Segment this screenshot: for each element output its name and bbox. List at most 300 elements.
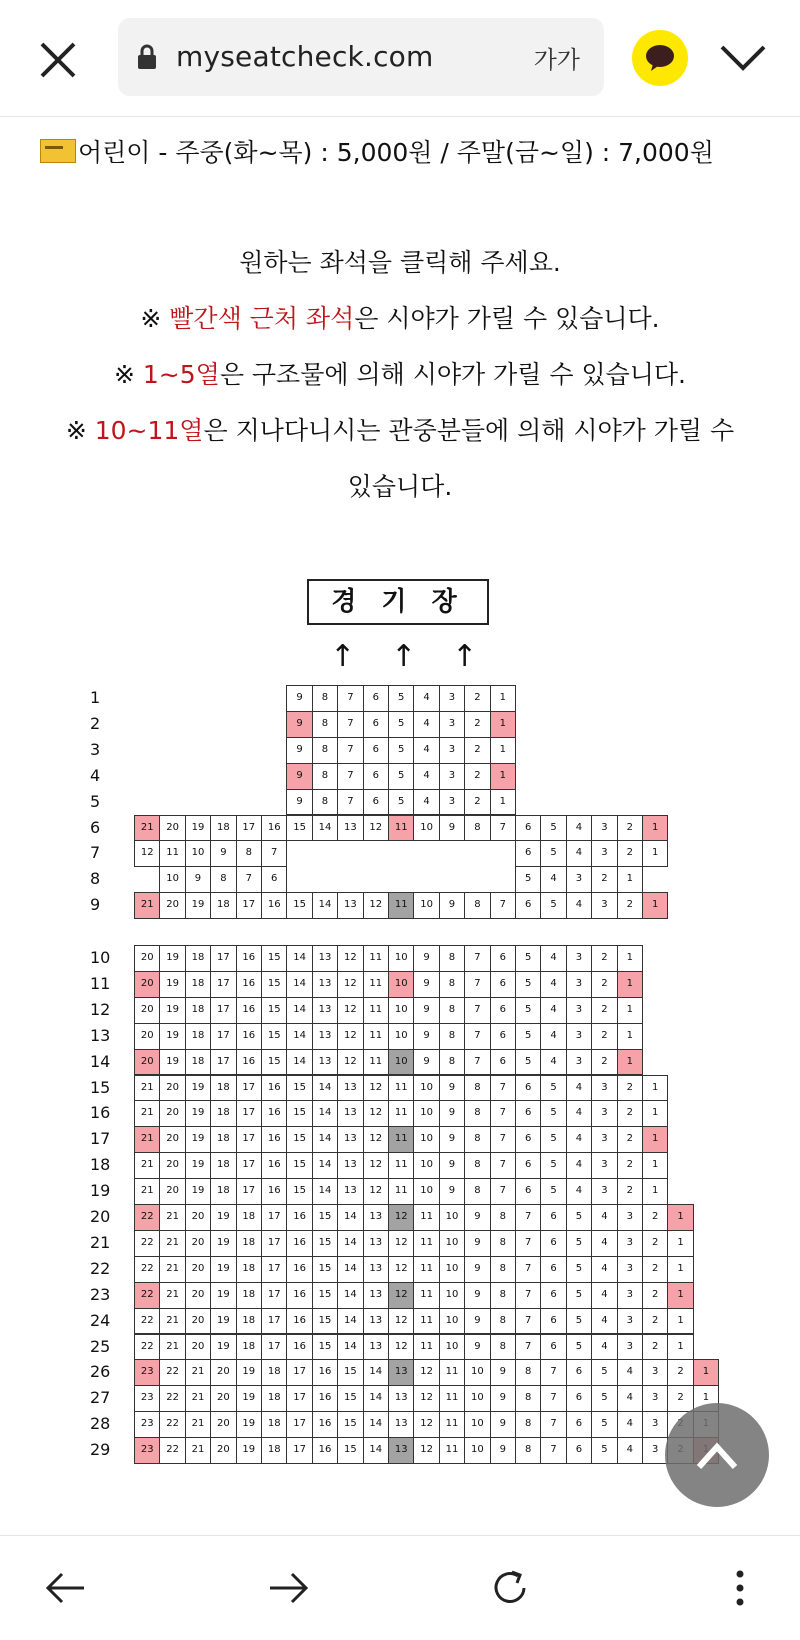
seat[interactable]: 3 — [439, 763, 465, 790]
seat[interactable]: 7 — [337, 711, 363, 738]
seat[interactable]: 9 — [490, 1385, 516, 1412]
seat[interactable]: 7 — [515, 1256, 541, 1283]
seat[interactable]: 13 — [337, 815, 363, 842]
seat[interactable]: 2 — [642, 1230, 668, 1257]
seat[interactable]: 2 — [642, 1204, 668, 1231]
seat[interactable]: 15 — [337, 1359, 363, 1386]
scroll-top-button[interactable] — [665, 1403, 769, 1507]
seat[interactable]: 1 — [490, 789, 516, 816]
seat[interactable]: 20 — [210, 1437, 236, 1464]
seat[interactable]: 1 — [667, 1230, 693, 1257]
seat[interactable]: 18 — [236, 1204, 262, 1231]
seat[interactable]: 15 — [312, 1256, 338, 1283]
seat[interactable]: 9 — [439, 892, 465, 919]
seat[interactable]: 19 — [236, 1359, 262, 1386]
seat[interactable]: 8 — [439, 945, 465, 972]
seat[interactable]: 17 — [236, 1100, 262, 1127]
seat[interactable]: 3 — [591, 815, 617, 842]
seat[interactable]: 2 — [642, 1334, 668, 1361]
seat[interactable]: 22 — [134, 1334, 160, 1361]
seat[interactable]: 19 — [159, 997, 185, 1024]
seat[interactable]: 11 — [388, 1100, 414, 1127]
seat[interactable]: 8 — [515, 1385, 541, 1412]
seat[interactable]: 7 — [261, 840, 287, 867]
seat[interactable]: 14 — [286, 1049, 312, 1076]
seat[interactable]: 15 — [286, 1126, 312, 1153]
seat[interactable]: 21 — [134, 1178, 160, 1205]
seat[interactable]: 1 — [617, 971, 643, 998]
seat[interactable]: 18 — [185, 1023, 211, 1050]
seat[interactable]: 2 — [642, 1282, 668, 1309]
seat[interactable]: 10 — [413, 892, 439, 919]
seat[interactable]: 4 — [540, 866, 566, 893]
seat[interactable]: 14 — [337, 1282, 363, 1309]
seat[interactable]: 20 — [210, 1385, 236, 1412]
seat[interactable]: 22 — [134, 1308, 160, 1335]
seat[interactable]: 2 — [617, 840, 643, 867]
seat[interactable]: 16 — [312, 1385, 338, 1412]
seat[interactable]: 6 — [540, 1204, 566, 1231]
chevron-down-icon[interactable] — [718, 42, 768, 74]
seat[interactable]: 7 — [236, 866, 262, 893]
seat[interactable]: 21 — [159, 1282, 185, 1309]
seat[interactable]: 7 — [490, 1126, 516, 1153]
seat[interactable]: 16 — [236, 997, 262, 1024]
seat[interactable]: 8 — [490, 1256, 516, 1283]
seat[interactable]: 16 — [261, 1178, 287, 1205]
seat[interactable]: 13 — [312, 945, 338, 972]
seat[interactable]: 3 — [566, 945, 592, 972]
seat[interactable]: 6 — [515, 1152, 541, 1179]
seat[interactable]: 7 — [515, 1204, 541, 1231]
seat[interactable]: 18 — [261, 1359, 287, 1386]
seat[interactable]: 12 — [363, 1178, 389, 1205]
seat[interactable]: 7 — [490, 892, 516, 919]
seat[interactable]: 21 — [134, 1126, 160, 1153]
seat[interactable]: 1 — [667, 1256, 693, 1283]
seat[interactable]: 15 — [312, 1230, 338, 1257]
seat[interactable]: 11 — [388, 892, 414, 919]
seat[interactable]: 3 — [617, 1230, 643, 1257]
seat[interactable]: 16 — [312, 1411, 338, 1438]
seat[interactable]: 18 — [236, 1230, 262, 1257]
seat[interactable]: 20 — [134, 997, 160, 1024]
seat[interactable]: 18 — [261, 1385, 287, 1412]
seat[interactable]: 9 — [464, 1256, 490, 1283]
seat[interactable]: 12 — [413, 1411, 439, 1438]
seat[interactable]: 2 — [464, 685, 490, 712]
seat[interactable]: 2 — [464, 763, 490, 790]
seat[interactable]: 4 — [591, 1256, 617, 1283]
seat[interactable]: 9 — [413, 1023, 439, 1050]
seat[interactable]: 20 — [159, 1075, 185, 1102]
seat[interactable]: 10 — [464, 1437, 490, 1464]
seat[interactable]: 10 — [159, 866, 185, 893]
seat[interactable]: 8 — [490, 1334, 516, 1361]
seat[interactable]: 21 — [134, 1152, 160, 1179]
seat[interactable]: 10 — [388, 945, 414, 972]
seat[interactable]: 12 — [413, 1385, 439, 1412]
seat[interactable]: 10 — [439, 1256, 465, 1283]
seat[interactable]: 5 — [388, 789, 414, 816]
seat[interactable]: 14 — [312, 1178, 338, 1205]
seat[interactable]: 2 — [464, 711, 490, 738]
seat[interactable]: 4 — [540, 971, 566, 998]
seat[interactable]: 11 — [388, 1126, 414, 1153]
seat[interactable]: 2 — [617, 1178, 643, 1205]
seat[interactable]: 6 — [540, 1308, 566, 1335]
seat[interactable]: 21 — [185, 1411, 211, 1438]
seat[interactable]: 16 — [236, 945, 262, 972]
seat[interactable]: 20 — [210, 1359, 236, 1386]
seat[interactable]: 13 — [388, 1359, 414, 1386]
seat[interactable]: 10 — [464, 1359, 490, 1386]
seat[interactable]: 3 — [642, 1359, 668, 1386]
seat[interactable]: 3 — [617, 1308, 643, 1335]
seat[interactable]: 13 — [337, 1126, 363, 1153]
seat[interactable]: 7 — [515, 1230, 541, 1257]
seat[interactable]: 6 — [515, 1178, 541, 1205]
seat[interactable]: 21 — [159, 1230, 185, 1257]
seat[interactable]: 4 — [591, 1230, 617, 1257]
seat[interactable]: 4 — [413, 685, 439, 712]
seat[interactable]: 4 — [617, 1411, 643, 1438]
seat[interactable]: 17 — [210, 997, 236, 1024]
seat[interactable]: 22 — [159, 1385, 185, 1412]
seat[interactable]: 9 — [464, 1334, 490, 1361]
seat[interactable]: 4 — [540, 1049, 566, 1076]
seat[interactable]: 19 — [159, 971, 185, 998]
seat[interactable]: 8 — [515, 1437, 541, 1464]
seat[interactable]: 11 — [413, 1282, 439, 1309]
seat[interactable]: 3 — [566, 1049, 592, 1076]
seat[interactable]: 10 — [388, 971, 414, 998]
seat[interactable]: 3 — [439, 685, 465, 712]
seat[interactable]: 20 — [185, 1230, 211, 1257]
seat[interactable]: 18 — [210, 1100, 236, 1127]
seat[interactable]: 2 — [591, 971, 617, 998]
seat[interactable]: 3 — [591, 1178, 617, 1205]
seat[interactable]: 16 — [312, 1359, 338, 1386]
seat[interactable]: 12 — [337, 1023, 363, 1050]
seat[interactable]: 6 — [363, 763, 389, 790]
seat[interactable]: 13 — [363, 1256, 389, 1283]
seat[interactable]: 21 — [134, 892, 160, 919]
seat[interactable]: 5 — [515, 997, 541, 1024]
seat[interactable]: 17 — [286, 1385, 312, 1412]
seat[interactable]: 7 — [464, 1049, 490, 1076]
seat[interactable]: 6 — [515, 1100, 541, 1127]
seat[interactable]: 3 — [591, 1152, 617, 1179]
seat[interactable]: 11 — [388, 1075, 414, 1102]
seat[interactable]: 7 — [337, 763, 363, 790]
seat[interactable]: 7 — [540, 1359, 566, 1386]
seat[interactable]: 12 — [363, 1100, 389, 1127]
seat[interactable]: 3 — [617, 1256, 643, 1283]
seat[interactable]: 16 — [261, 815, 287, 842]
seat[interactable]: 18 — [210, 1178, 236, 1205]
seat[interactable]: 8 — [312, 711, 338, 738]
seat[interactable]: 1 — [490, 763, 516, 790]
forward-arrow-icon[interactable] — [266, 1566, 310, 1610]
seat[interactable]: 1 — [642, 1178, 668, 1205]
seat[interactable]: 22 — [159, 1359, 185, 1386]
seat[interactable]: 14 — [312, 815, 338, 842]
seat[interactable]: 13 — [363, 1308, 389, 1335]
seat[interactable]: 6 — [540, 1230, 566, 1257]
seat[interactable]: 3 — [566, 1023, 592, 1050]
seat[interactable]: 5 — [566, 1256, 592, 1283]
seat[interactable]: 8 — [439, 1049, 465, 1076]
seat[interactable]: 3 — [566, 971, 592, 998]
seat[interactable]: 1 — [642, 1100, 668, 1127]
seat[interactable]: 4 — [540, 945, 566, 972]
seat[interactable]: 1 — [693, 1359, 719, 1386]
seat[interactable]: 19 — [185, 1126, 211, 1153]
seat[interactable]: 15 — [286, 815, 312, 842]
seat[interactable]: 18 — [236, 1334, 262, 1361]
seat[interactable]: 3 — [591, 892, 617, 919]
seat[interactable]: 21 — [185, 1359, 211, 1386]
seat[interactable]: 15 — [312, 1308, 338, 1335]
seat[interactable]: 14 — [337, 1256, 363, 1283]
seat[interactable]: 2 — [667, 1385, 693, 1412]
seat[interactable]: 9 — [439, 1075, 465, 1102]
seat[interactable]: 15 — [337, 1385, 363, 1412]
seat[interactable]: 7 — [464, 945, 490, 972]
seat[interactable]: 8 — [464, 1126, 490, 1153]
seat[interactable]: 4 — [566, 1178, 592, 1205]
seat[interactable]: 3 — [566, 866, 592, 893]
seat[interactable]: 15 — [286, 892, 312, 919]
seat[interactable]: 21 — [185, 1385, 211, 1412]
seat[interactable]: 6 — [515, 1075, 541, 1102]
seat[interactable]: 1 — [642, 1152, 668, 1179]
seat[interactable]: 12 — [337, 971, 363, 998]
seat[interactable]: 5 — [591, 1359, 617, 1386]
seat[interactable]: 8 — [490, 1230, 516, 1257]
seat[interactable]: 6 — [515, 815, 541, 842]
seat[interactable]: 5 — [388, 737, 414, 764]
seat[interactable]: 15 — [286, 1075, 312, 1102]
seat[interactable]: 1 — [617, 945, 643, 972]
seat[interactable]: 8 — [490, 1204, 516, 1231]
seat[interactable]: 13 — [388, 1411, 414, 1438]
seat[interactable]: 4 — [413, 737, 439, 764]
seat[interactable]: 1 — [642, 840, 668, 867]
seat[interactable]: 1 — [642, 815, 668, 842]
seat[interactable]: 1 — [490, 711, 516, 738]
seat[interactable]: 9 — [490, 1437, 516, 1464]
seat[interactable]: 2 — [591, 1049, 617, 1076]
seat[interactable]: 22 — [159, 1437, 185, 1464]
seat[interactable]: 5 — [591, 1411, 617, 1438]
seat[interactable]: 16 — [261, 1126, 287, 1153]
seat[interactable]: 9 — [464, 1204, 490, 1231]
seat[interactable]: 7 — [464, 1023, 490, 1050]
seat[interactable]: 12 — [388, 1204, 414, 1231]
seat[interactable]: 7 — [464, 997, 490, 1024]
seat[interactable]: 10 — [388, 1023, 414, 1050]
seat[interactable]: 3 — [617, 1204, 643, 1231]
seat[interactable]: 11 — [413, 1204, 439, 1231]
seat[interactable]: 6 — [566, 1411, 592, 1438]
seat[interactable]: 3 — [642, 1437, 668, 1464]
seat[interactable]: 2 — [617, 815, 643, 842]
seat[interactable]: 5 — [540, 1100, 566, 1127]
seat[interactable]: 14 — [363, 1411, 389, 1438]
seat[interactable]: 23 — [134, 1411, 160, 1438]
seat[interactable]: 4 — [591, 1282, 617, 1309]
seat[interactable]: 13 — [363, 1282, 389, 1309]
seat[interactable]: 6 — [363, 737, 389, 764]
seat[interactable]: 19 — [210, 1230, 236, 1257]
seat[interactable]: 8 — [464, 892, 490, 919]
seat[interactable]: 9 — [464, 1230, 490, 1257]
seat[interactable]: 2 — [642, 1308, 668, 1335]
seat[interactable]: 1 — [642, 1075, 668, 1102]
seat[interactable]: 17 — [236, 1075, 262, 1102]
seat[interactable]: 17 — [210, 1023, 236, 1050]
seat[interactable]: 13 — [337, 892, 363, 919]
seat[interactable]: 20 — [185, 1256, 211, 1283]
seat[interactable]: 12 — [388, 1334, 414, 1361]
seat[interactable]: 5 — [540, 892, 566, 919]
seat[interactable]: 8 — [236, 840, 262, 867]
seat[interactable]: 20 — [159, 1178, 185, 1205]
seat[interactable]: 19 — [159, 945, 185, 972]
seat[interactable]: 7 — [490, 1075, 516, 1102]
seat[interactable]: 13 — [363, 1230, 389, 1257]
seat[interactable]: 10 — [413, 815, 439, 842]
seat[interactable]: 3 — [591, 1075, 617, 1102]
seat[interactable]: 8 — [439, 1023, 465, 1050]
seat[interactable]: 11 — [413, 1230, 439, 1257]
seat[interactable]: 22 — [134, 1204, 160, 1231]
seat[interactable]: 3 — [617, 1282, 643, 1309]
refresh-icon[interactable] — [488, 1566, 532, 1610]
seat[interactable]: 7 — [490, 1178, 516, 1205]
seat[interactable]: 4 — [566, 1152, 592, 1179]
seat[interactable]: 7 — [540, 1437, 566, 1464]
seat[interactable]: 2 — [464, 737, 490, 764]
seat[interactable]: 10 — [413, 1126, 439, 1153]
seat[interactable]: 22 — [134, 1256, 160, 1283]
seat[interactable]: 17 — [261, 1334, 287, 1361]
seat[interactable]: 4 — [540, 1023, 566, 1050]
seat[interactable]: 13 — [388, 1437, 414, 1464]
seat[interactable]: 8 — [490, 1308, 516, 1335]
seat[interactable]: 20 — [185, 1308, 211, 1335]
seat[interactable]: 10 — [464, 1411, 490, 1438]
seat[interactable]: 4 — [413, 789, 439, 816]
seat[interactable]: 6 — [490, 971, 516, 998]
seat[interactable]: 1 — [642, 892, 668, 919]
seat[interactable]: 11 — [388, 1178, 414, 1205]
seat[interactable]: 6 — [566, 1359, 592, 1386]
seat[interactable]: 11 — [388, 815, 414, 842]
seat[interactable]: 11 — [363, 945, 389, 972]
seat[interactable]: 5 — [388, 685, 414, 712]
seat[interactable]: 5 — [591, 1437, 617, 1464]
seat[interactable]: 8 — [312, 763, 338, 790]
seat[interactable]: 19 — [210, 1334, 236, 1361]
seat[interactable]: 4 — [540, 997, 566, 1024]
seat[interactable]: 18 — [236, 1308, 262, 1335]
seat[interactable]: 19 — [185, 815, 211, 842]
seat[interactable]: 19 — [185, 892, 211, 919]
seat[interactable]: 19 — [210, 1256, 236, 1283]
seat[interactable]: 11 — [413, 1334, 439, 1361]
seat[interactable]: 17 — [261, 1204, 287, 1231]
seat[interactable]: 10 — [413, 1152, 439, 1179]
seat[interactable]: 6 — [540, 1282, 566, 1309]
seat[interactable]: 10 — [439, 1282, 465, 1309]
seat[interactable]: 20 — [159, 1126, 185, 1153]
seat[interactable]: 15 — [337, 1411, 363, 1438]
seat[interactable]: 14 — [312, 892, 338, 919]
seat[interactable]: 5 — [388, 763, 414, 790]
seat[interactable]: 12 — [388, 1282, 414, 1309]
seat[interactable]: 5 — [515, 971, 541, 998]
seat[interactable]: 14 — [312, 1152, 338, 1179]
seat[interactable]: 14 — [337, 1334, 363, 1361]
seat[interactable]: 16 — [261, 892, 287, 919]
seat[interactable]: 5 — [566, 1334, 592, 1361]
seat[interactable]: 15 — [312, 1282, 338, 1309]
close-icon[interactable] — [36, 38, 80, 82]
seat[interactable]: 22 — [159, 1411, 185, 1438]
seat[interactable]: 5 — [591, 1385, 617, 1412]
seat[interactable]: 1 — [642, 1126, 668, 1153]
seat[interactable]: 5 — [540, 840, 566, 867]
seat[interactable]: 18 — [185, 971, 211, 998]
seat[interactable]: 8 — [464, 1178, 490, 1205]
seat[interactable]: 20 — [159, 815, 185, 842]
seat[interactable]: 5 — [388, 711, 414, 738]
seat[interactable]: 17 — [236, 815, 262, 842]
seat[interactable]: 12 — [363, 892, 389, 919]
seat[interactable]: 15 — [312, 1334, 338, 1361]
seat[interactable]: 8 — [490, 1282, 516, 1309]
seat[interactable]: 13 — [363, 1334, 389, 1361]
seat[interactable]: 12 — [388, 1256, 414, 1283]
seat[interactable]: 6 — [490, 1049, 516, 1076]
seat[interactable]: 5 — [566, 1282, 592, 1309]
seat[interactable]: 11 — [363, 1023, 389, 1050]
seat[interactable]: 1 — [617, 1049, 643, 1076]
seat[interactable]: 9 — [439, 1152, 465, 1179]
seat[interactable]: 10 — [413, 1100, 439, 1127]
seat[interactable]: 10 — [439, 1204, 465, 1231]
seat[interactable]: 9 — [464, 1308, 490, 1335]
seat[interactable]: 17 — [286, 1359, 312, 1386]
seat[interactable]: 18 — [261, 1411, 287, 1438]
seat[interactable]: 5 — [515, 1023, 541, 1050]
seat[interactable]: 12 — [388, 1230, 414, 1257]
seat[interactable]: 21 — [185, 1437, 211, 1464]
seat[interactable]: 10 — [464, 1385, 490, 1412]
seat[interactable]: 18 — [210, 892, 236, 919]
seat[interactable]: 13 — [337, 1075, 363, 1102]
seat[interactable]: 14 — [286, 997, 312, 1024]
seat[interactable]: 6 — [566, 1437, 592, 1464]
seat[interactable]: 17 — [261, 1230, 287, 1257]
seat[interactable]: 6 — [515, 1126, 541, 1153]
seat[interactable]: 8 — [210, 866, 236, 893]
seat[interactable]: 4 — [566, 815, 592, 842]
seat[interactable]: 19 — [210, 1308, 236, 1335]
